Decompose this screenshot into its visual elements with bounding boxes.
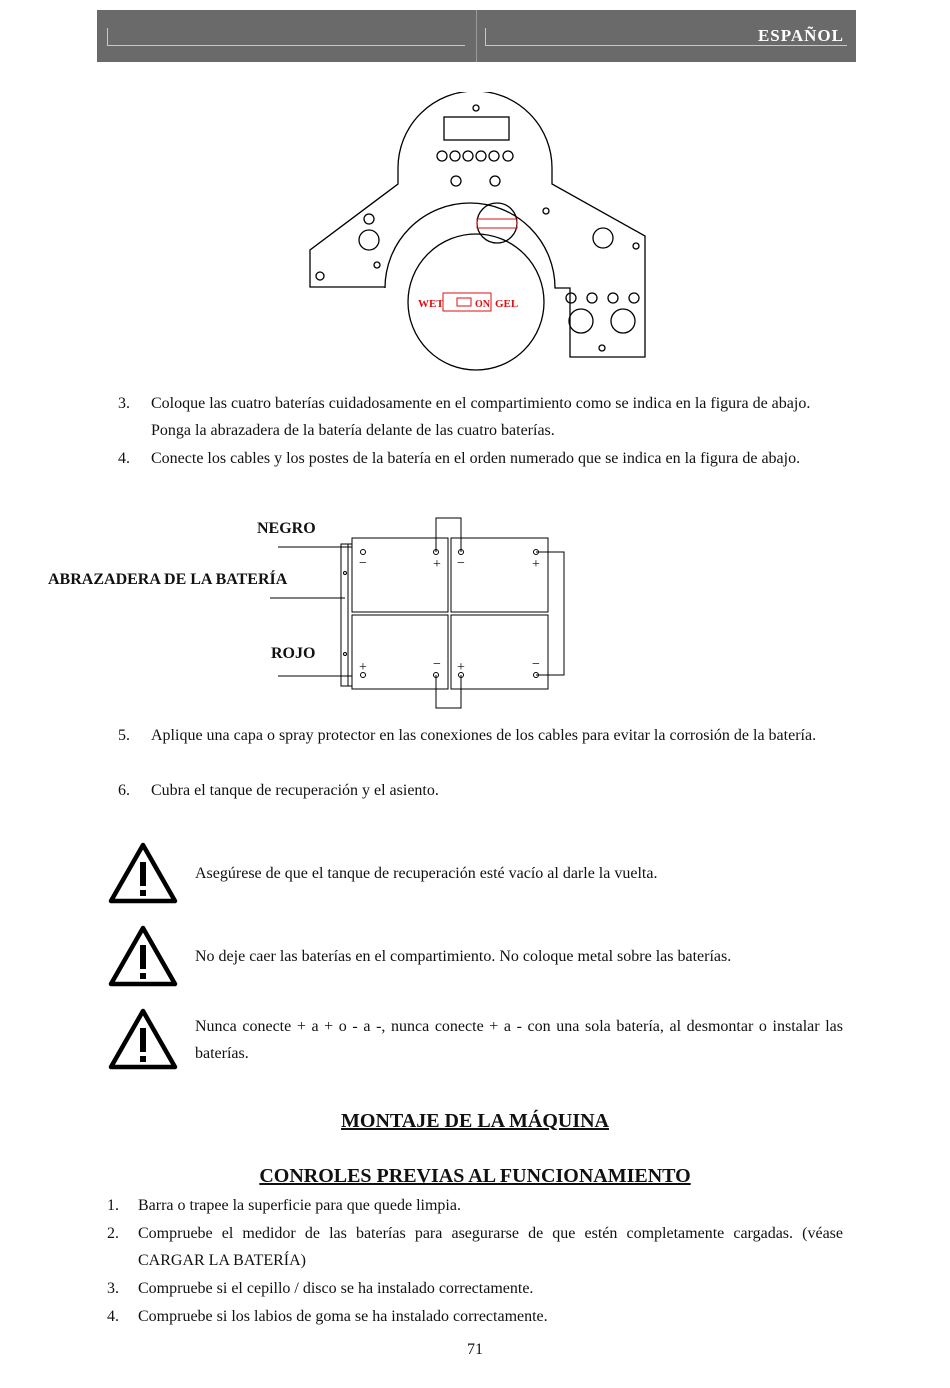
terminal-plus: + bbox=[433, 557, 441, 572]
terminal-plus: + bbox=[457, 660, 465, 675]
terminal-minus: − bbox=[532, 657, 540, 672]
switch-label-on: ON bbox=[475, 299, 490, 310]
terminal-plus: + bbox=[359, 660, 367, 675]
label-negro: NEGRO bbox=[257, 520, 316, 537]
switch-label-gel: GEL bbox=[495, 298, 519, 310]
label-rojo: ROJO bbox=[271, 645, 316, 662]
terminal-plus: + bbox=[532, 557, 540, 572]
terminal-minus: − bbox=[359, 556, 367, 571]
warning-text: Asegúrese de que el tanque de recuperación esté vacío al darle la vuelta. bbox=[195, 865, 658, 882]
section-title: MONTAJE DE LA MÁQUINA bbox=[341, 1110, 609, 1132]
switch-label-wet: WET bbox=[418, 298, 444, 310]
warning-text: No deje caer las baterías en el compartimiento. No coloque metal sobre las baterías. bbox=[195, 948, 732, 965]
warning-icon bbox=[108, 842, 178, 904]
terminal-minus: − bbox=[433, 657, 441, 672]
page-header bbox=[97, 10, 856, 62]
warning-icon bbox=[108, 925, 178, 987]
control-panel-figure bbox=[300, 92, 655, 377]
terminal-minus: − bbox=[457, 556, 465, 571]
section-title: CONROLES PREVIAS AL FUNCIONAMIENTO bbox=[259, 1165, 691, 1187]
warning-text: Nunca conecte + a + o - a -, nunca conecte + a - con una sola batería, al desmontar o instalar las baterías. bbox=[195, 1018, 843, 1062]
label-abrazadera: ABRAZADERA DE LA BATERÍA bbox=[48, 571, 288, 588]
page-number: 71 bbox=[467, 1341, 483, 1358]
language-label: ESPAÑOL bbox=[757, 26, 844, 45]
battery-wiring-figure bbox=[270, 515, 570, 715]
warning-icon bbox=[108, 1008, 178, 1070]
